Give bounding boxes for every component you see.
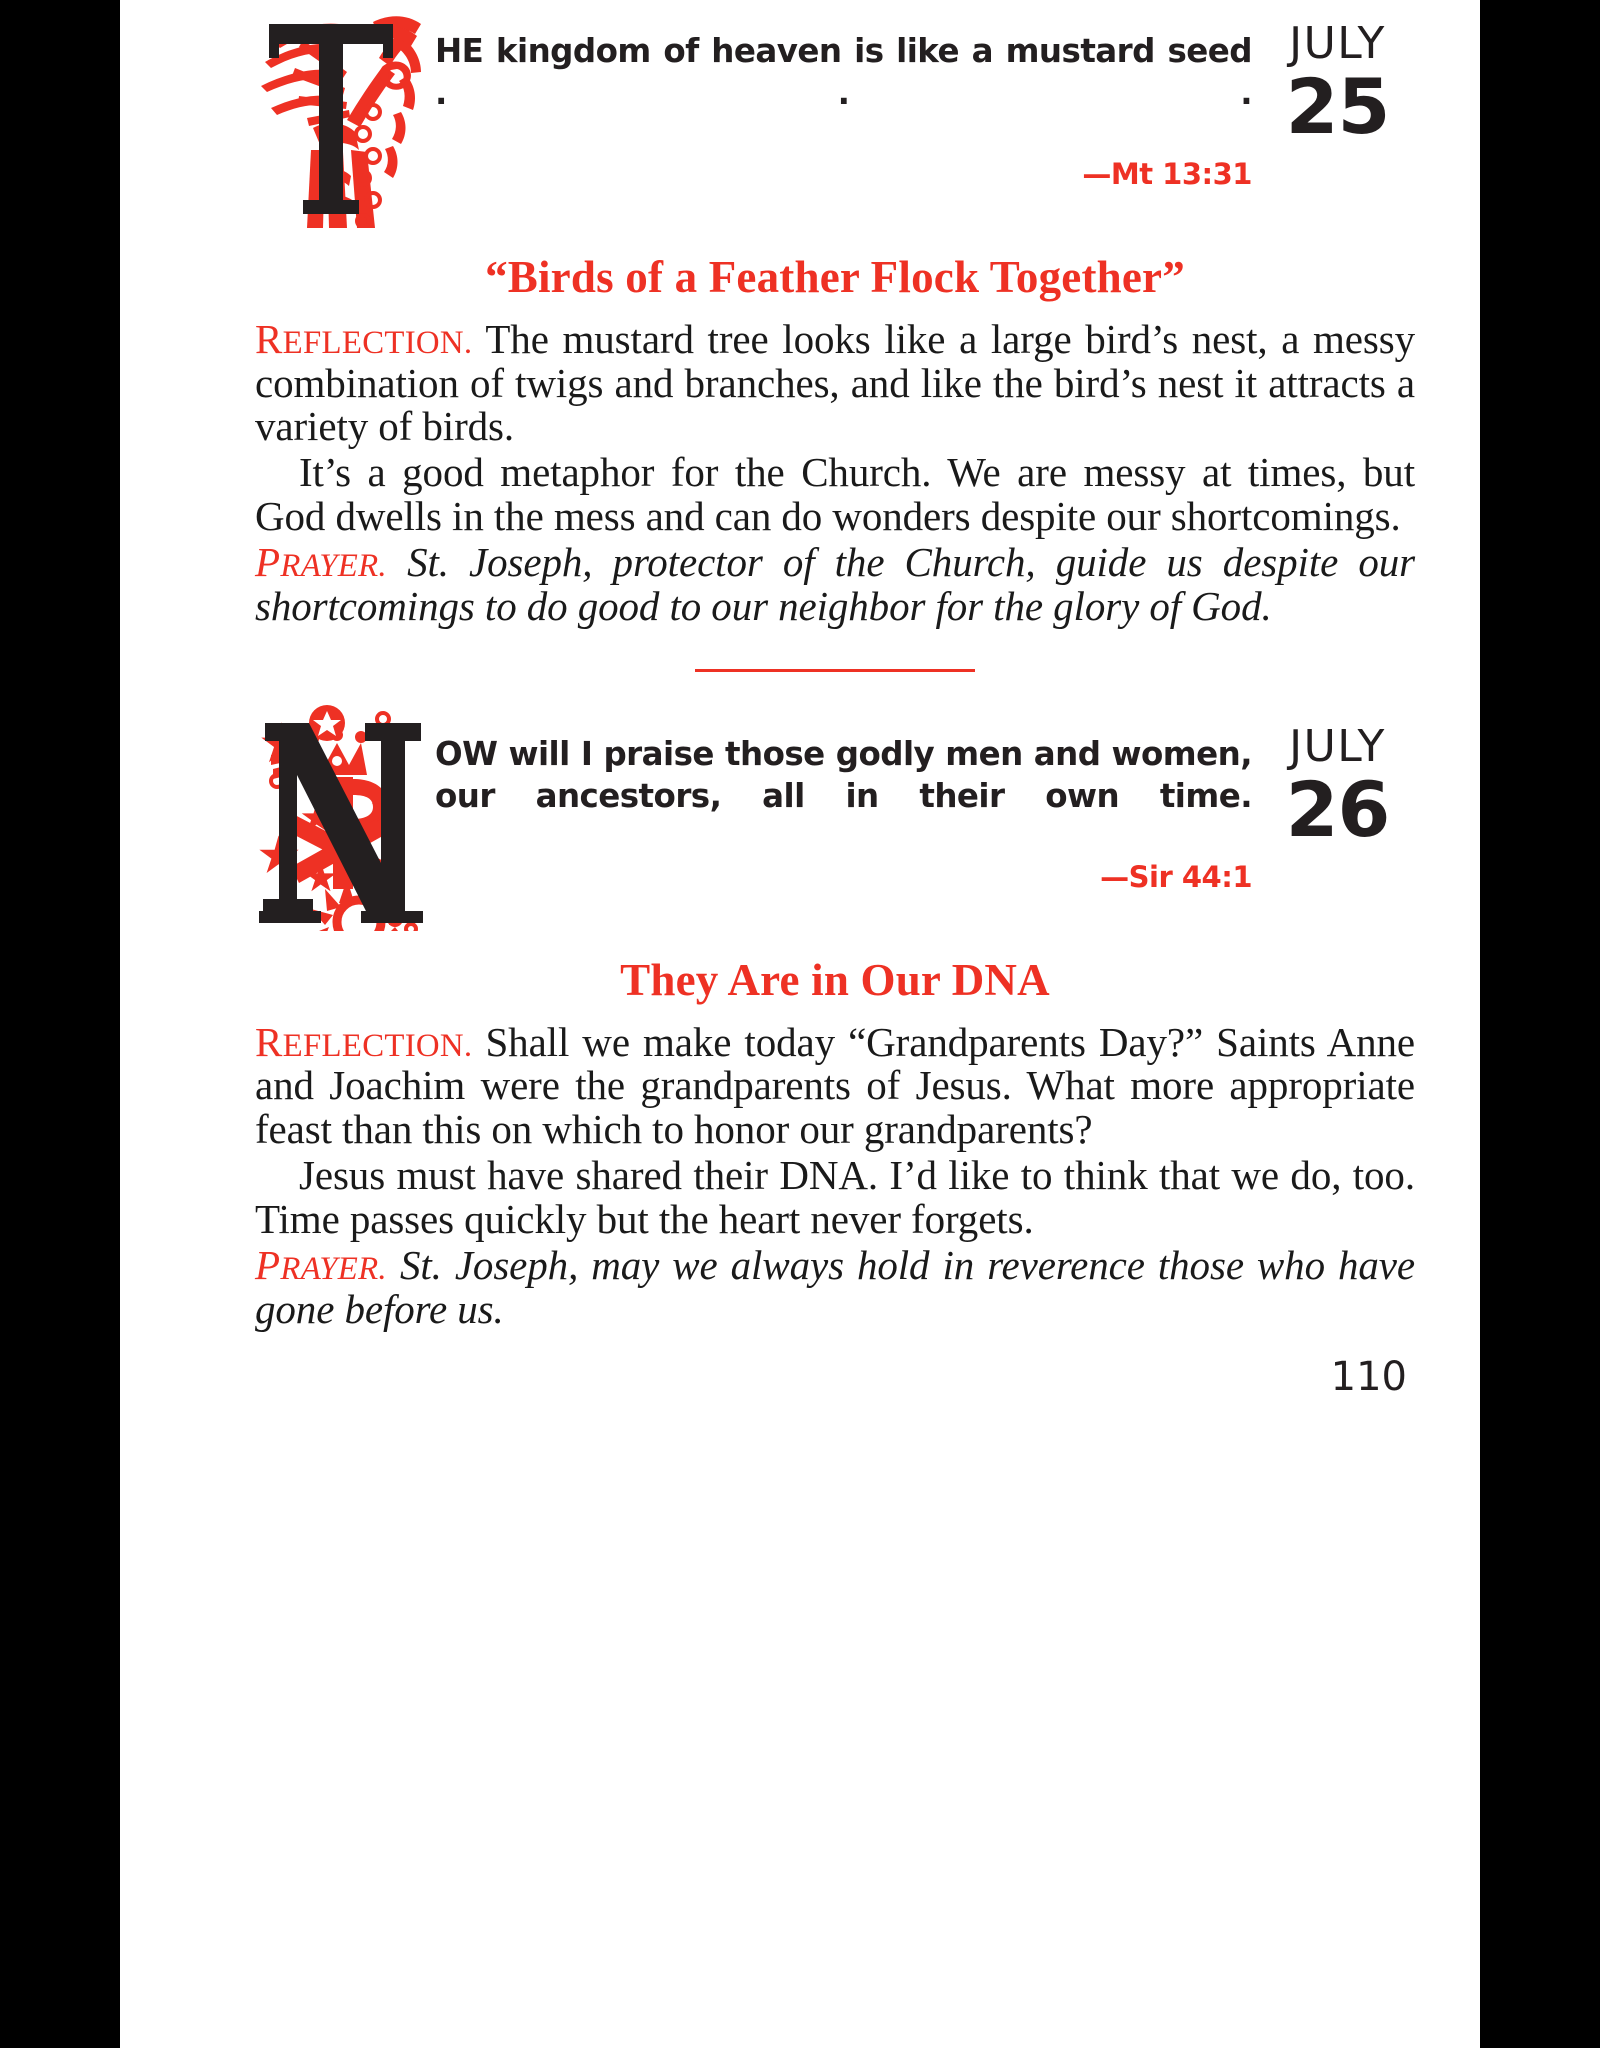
reflection-paragraph-1 xyxy=(255,1018,1415,1153)
entry-title-july-25: “Birds of a Feather Flock Together” xyxy=(485,252,1185,302)
book-page xyxy=(120,0,1480,2048)
illuminated-initial-t-icon xyxy=(255,0,435,228)
reflection-label: REFLECTION. xyxy=(255,1018,473,1065)
reflection-paragraph-2: It’s a good metaphor for the Church. We are messy at times, but God dwells in the mess and can do wonders despite our shortcomings. xyxy=(255,449,1415,540)
date-month: JULY xyxy=(1289,18,1386,69)
page-number: 110 xyxy=(1330,1353,1407,1400)
entry-header-july-25 xyxy=(255,0,1415,228)
reflection-label: REFLECTION. xyxy=(255,315,473,362)
verse-column-july-26 xyxy=(435,703,1252,894)
date-month: JULY xyxy=(1289,720,1386,772)
date-block-july-26 xyxy=(1260,703,1415,854)
verse-citation: —Sir 44:1 xyxy=(1100,859,1252,894)
date-day: 26 xyxy=(1285,764,1390,854)
verse-citation: —Mt 13:31 xyxy=(1082,156,1252,191)
reflection-paragraph-1 xyxy=(255,315,1415,450)
dropcap-n-wrapper xyxy=(255,703,435,931)
entry-header-july-26 xyxy=(255,703,1415,931)
prayer-paragraph xyxy=(255,1241,1415,1332)
reflection-paragraph-2: Jesus must have shared their DNA. I’d like to think that we do, too. Time passes quickly but the heart never forgets. xyxy=(255,1152,1415,1242)
divider-rule xyxy=(695,669,975,672)
verse-text: OW will I praise those godly men and women, our ancestors, all in their own time. xyxy=(435,734,1252,816)
illuminated-initial-n-icon xyxy=(255,703,435,931)
verse-text: HE kingdom of heaven is like a mustard seed . . . xyxy=(435,32,1252,113)
verse-column-july-25 xyxy=(435,0,1252,191)
date-day: 25 xyxy=(1285,62,1390,151)
prayer-paragraph xyxy=(255,541,1415,629)
reflection-text-1: The mustard tree looks like a large bird’s nest, a messy combination of twigs and branches, and like the bird’s nest it attracts a variety of birds. xyxy=(255,315,1415,450)
prayer-text: St. Joseph, may we always hold in reverence those who have gone before us. xyxy=(255,1241,1415,1332)
entry-title-july-26: They Are in Our DNA xyxy=(620,954,1050,1005)
prayer-label: PRAYER. xyxy=(255,539,387,586)
reflection-text-1: Shall we make today “Grandparents Day?” Saints Anne and Joachim were the grandparents of Jesus. What more appropriate feast than this on which to honor our grandparents? xyxy=(255,1018,1415,1153)
entry-divider xyxy=(255,659,1415,677)
prayer-text: St. Joseph, protector of the Church, guide us despite our shortcomings to do good to our neighbor for the glory of God. xyxy=(255,539,1415,629)
dropcap-t-wrapper xyxy=(255,0,435,228)
prayer-label: PRAYER. xyxy=(255,1241,387,1288)
date-block-july-25 xyxy=(1260,0,1415,151)
page-content xyxy=(255,0,1415,1400)
